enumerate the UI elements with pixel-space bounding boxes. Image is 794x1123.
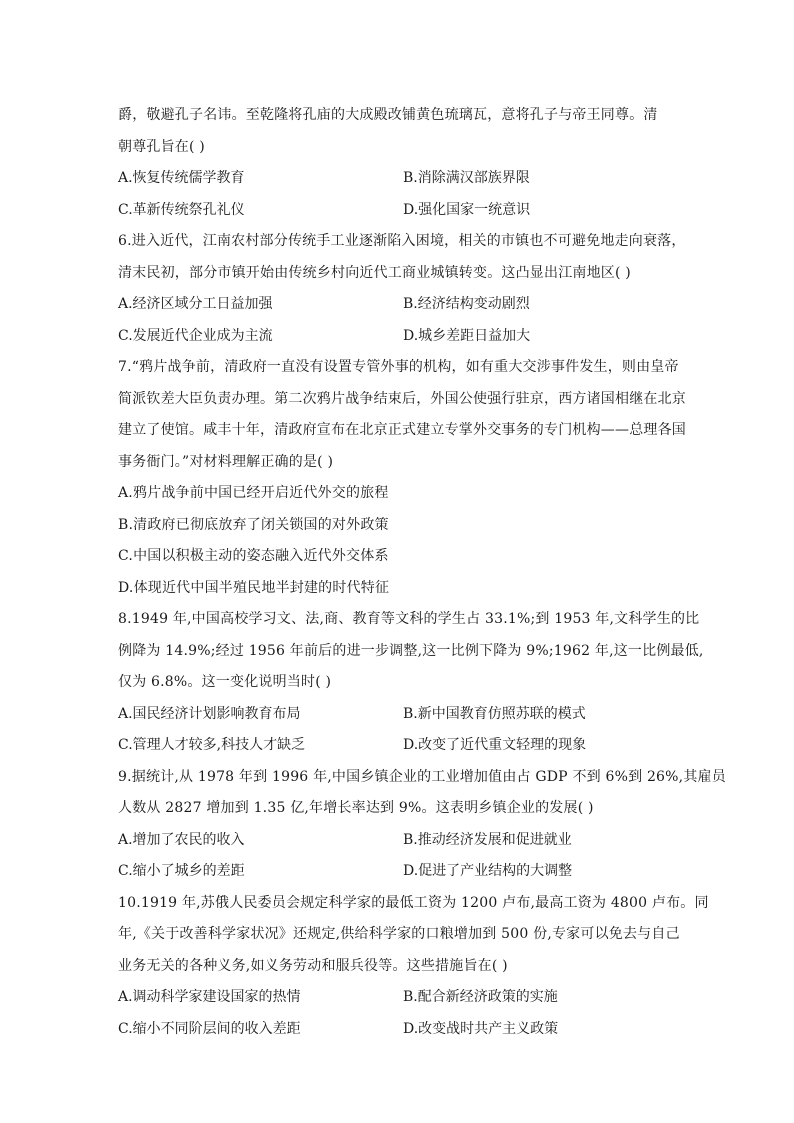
question-8 (118, 604, 704, 762)
options-row (118, 982, 678, 1014)
option-b: B.消除满汉部族界限 (403, 170, 530, 186)
question-text-line: 例降为 14.9%;经过 1956 年前后的进一步调整,这一比例下降为 9%;1962 年,这一比例最低, (118, 642, 704, 659)
option-c: C.缩小了城乡的差距 (118, 863, 245, 879)
question-text-line: 年,《关于改善科学家状况》还规定,供给科学家的口粮增加到 500 份,专家可以免去与自己 (118, 926, 680, 942)
option-a: A.国民经济计划影响教育布局 (118, 705, 301, 722)
question-text-line: 建立了使馆。咸丰十年，清政府宣布在北京正式建立专掌外交事务的专门机构——总理各国 (118, 422, 686, 438)
question-text-line: 9.据统计,从 1978 年到 1996 年,中国乡镇企业的工业增加值由占 GDP 不到 6%到 26%,其雇员 (118, 768, 726, 785)
option-a: A.增加了农民的收入 (118, 831, 245, 848)
option-b: B.清政府已彻底放弃了闭关锁国的对外政策 (118, 516, 389, 533)
options-row (118, 163, 678, 195)
question-text-line: 10.1919 年,苏俄人民委员会规定科学家的最低工资为 1200 卢布,最高工资为 4800 卢布。同 (118, 894, 709, 911)
option-c: C.管理人才较多,科技人才缺乏 (118, 737, 306, 753)
question-text-line: 业务无关的各种义务,如义务劳动和服兵役等。这些措施旨在( ) (118, 957, 508, 974)
question-10 (118, 888, 709, 1046)
question-5 (118, 100, 678, 226)
question-text-line: 人数从 2827 增加到 1.35 亿,年增长率达到 9%。这表明乡镇企业的发展( ) (118, 800, 594, 816)
option-a: A.调动科学家建设国家的热情 (118, 989, 301, 1005)
option-b: B.新中国教育仿照苏联的模式 (403, 705, 586, 722)
option-d: D.城乡差距日益加大 (403, 327, 531, 344)
options-row (118, 856, 678, 888)
option-d: D.体现近代中国半殖民地半封建的时代特征 (118, 579, 390, 596)
question-text-line: 清末民初，部分市镇开始由传统乡村向近代工商业城镇转变。这凸显出江南地区( ) (118, 264, 631, 281)
options-row (118, 730, 678, 762)
option-c: C.革新传统祭孔礼仪 (118, 201, 245, 218)
options-row (118, 289, 678, 321)
options-row (118, 321, 678, 353)
question-text-line: 7.“鸦片战争前，清政府一直没有设置专管外事的机构，如有重大交涉事件发生，则由皇帝 (118, 359, 679, 375)
question-text-line: 朝尊孔旨在( ) (118, 138, 205, 155)
options-row (118, 1014, 678, 1046)
question-text-line: 爵，敬避孔子名讳。至乾隆将孔庙的大成殿改铺黄色琉璃瓦，意将孔子与帝王同尊。清 (118, 107, 658, 123)
option-a: A.鸦片战争前中国已经开启近代外交的旅程 (118, 485, 389, 501)
option-d: D.改变了近代重文轻理的现象 (403, 737, 587, 753)
option-c: C.缩小不同阶层间的收入差距 (118, 1020, 301, 1037)
question-text-line: 事务衙门。”对材料理解正确的是( ) (118, 453, 334, 470)
options-row (118, 195, 678, 227)
option-a: A.经济区域分工日益加强 (118, 296, 273, 312)
option-c: C.发展近代企业成为主流 (118, 327, 273, 344)
option-d: D.改变战时共产主义政策 (403, 1020, 559, 1037)
question-text-line: 8.1949 年,中国高校学习文、法,商、教育等文科的学生占 33.1%;到 1953 年,文科学生的比 (118, 611, 700, 627)
question-7 (118, 352, 686, 604)
option-c: C.中国以积极主动的姿态融入近代外交体系 (118, 548, 389, 564)
question-text-line: 简派钦差大臣负责办理。第二次鸦片战争结束后，外国公使强行驻京，西方诸国相继在北京 (118, 390, 686, 407)
options-row (118, 825, 678, 857)
option-d: D.促进了产业结构的大调整 (403, 863, 573, 879)
option-d: D.强化国家一统意识 (403, 201, 531, 218)
option-b: B.配合新经济政策的实施 (403, 989, 558, 1005)
question-9 (118, 762, 726, 888)
question-6 (118, 226, 686, 352)
question-text-line: 仅为 6.8%。这一变化说明当时( ) (118, 674, 332, 690)
option-b: B.经济结构变动剧烈 (403, 296, 530, 312)
exam-page (118, 100, 726, 1045)
question-text-line: 6.进入近代，江南农村部分传统手工业逐渐陷入困境，相关的市镇也不可避免地走向衰落， (118, 233, 686, 249)
option-b: B.推动经济发展和促进就业 (403, 831, 572, 848)
option-a: A.恢复传统儒学教育 (118, 170, 245, 186)
options-row (118, 699, 678, 731)
